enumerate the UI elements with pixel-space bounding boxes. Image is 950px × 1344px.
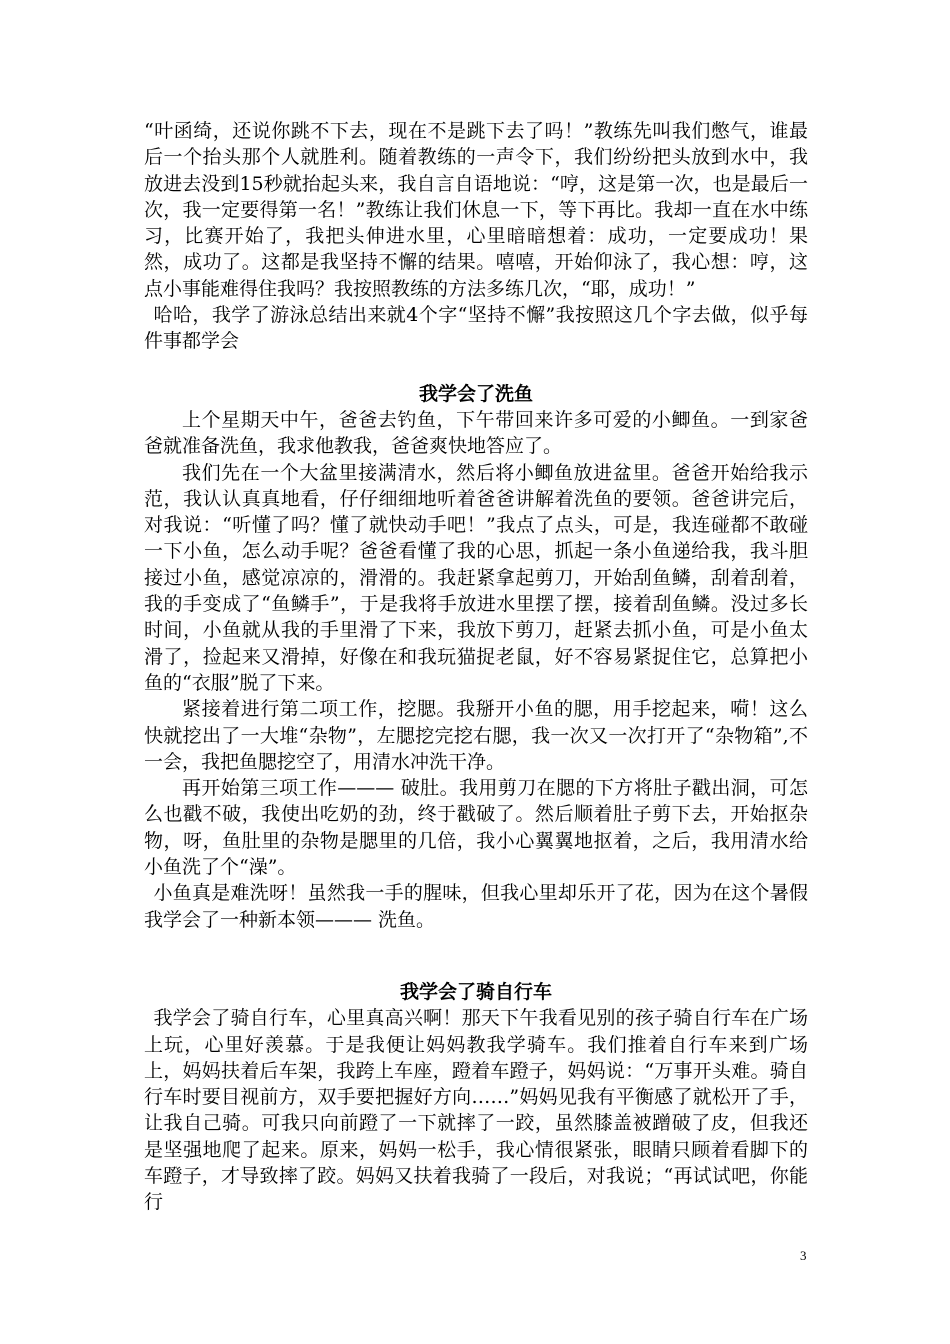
page-number: 3 xyxy=(800,1248,807,1263)
paragraph: 哈哈，我学了游泳总结出来就4个字“坚持不懈”我按照这几个字去做，似乎每件事都学会 xyxy=(144,304,808,353)
section-title: 我学会了洗鱼 xyxy=(418,382,533,405)
paragraph: 上个星期天中午，爸爸去钓鱼，下午带回来许多可爱的小鲫鱼。一到家爸爸就准备洗鱼，我求他教我，爸爸爽快地答应了。 xyxy=(144,408,808,458)
paragraph: 我们先在一个大盆里接满清水，然后将小鲫鱼放进盆里。爸爸开始给我示范，我认认真真地看，仔仔细细地听着爸爸讲解着洗鱼的要领。爸爸讲完后，对我说：“听懂了吗？懂了就快动手吧！”我点了点头，可是，我连碰都不敢碰一下小鱼，怎么动手呢？爸爸看懂了我的心思，抓起一条小鱼递给我，我斗胆接过小鱼，感觉凉凉的，滑滑的。我赶紧拿起剪刀，开始刮鱼鳞，刮着刮着，我的手变成了“鱼鳞手”，于是我将手放进水里摆了摆，接着刮鱼鳞。没过多长时间，小鱼就从我的手里滑了下来，我放下剪刀，赶紧去抓小鱼，可是小鱼太滑了，捡起来又滑掉，好像在和我玩猫捉老鼠，好不容易紧捉住它，总算把小鱼的“衣服”脱了下来。 xyxy=(144,461,808,694)
section-spacer xyxy=(144,933,808,979)
section-spacer xyxy=(144,355,808,381)
paragraph: 我学会了骑自行车，心里真高兴啊！那天下午我看见别的孩子骑自行车在广场上玩，心里好羡慕。于是我便让妈妈教我学骑车。我们推着自行车来到广场上，妈妈扶着后车架，我跨上车座，蹬着车蹬子，妈妈说：“万事开头难。骑自行车时要目视前方，双手要把握好方向……”妈妈见我有平衡感了就松开了手，让我自己骑。可我只向前蹬了一下就摔了一跤，虽然膝盖被蹭破了皮，但我还是坚强地爬了起来。原来，妈妈一松手，我心情很紧张，眼睛只顾着看脚下的车蹬子，才导致摔了跤。妈妈又扶着我骑了一段后，对我说；“再试试吧，你能行 xyxy=(144,1007,808,1214)
paragraph: 小鱼真是难洗呀！虽然我一手的腥味，但我心里却乐开了花，因为在这个暑假我学会了一种新本领——— 洗鱼。 xyxy=(144,882,808,931)
fish-washing-section xyxy=(144,381,808,933)
paragraph: 紧接着进行第二项工作，挖腮。我掰开小鱼的腮，用手挖起来，嗬！这么快就挖出了一大堆“杂物”，左腮挖完挖右腮，我一次又一次打开了“杂物箱”,不一会，我把鱼腮挖空了，用清水冲洗干净。 xyxy=(144,698,808,773)
section-title: 我学会了骑自行车 xyxy=(399,980,552,1003)
paragraph: “叶函绮，还说你跳不下去，现在不是跳下去了吗！”教练先叫我们憋气，谁最后一个抬头那个人就胜利。随着教练的一声令下，我们纷纷把头放到水中，我放进去没到15秒就抬起头来，我自言自语地说：“哼，这是第一次，也是最后一次，我一定要得第一名！”教练让我们休息一下，等下再比。我却一直在水中练习，比赛开始了，我把头伸进水里，心里暗暗想着：成功，一定要成功！果然，成功了。这都是我坚持不懈的结果。嘻嘻，开始仰泳了，我心想：哼，这点小事能难得住我吗？我按照教练的方法多练几次，“耶，成功！” xyxy=(144,120,808,300)
bicycle-section xyxy=(144,979,808,1216)
document-body xyxy=(144,118,808,1216)
swimming-section xyxy=(144,118,808,355)
paragraph: 再开始第三项工作——— 破肚。我用剪刀在腮的下方将肚子戳出洞，可怎么也戳不破，我使出吃奶的劲，终于戳破了。然后顺着肚子剪下去，开始抠杂物，呀，鱼肚里的杂物是腮里的几倍，我小心翼翼地抠着，之后，我用清水给小鱼洗了个“澡”。 xyxy=(144,777,808,879)
